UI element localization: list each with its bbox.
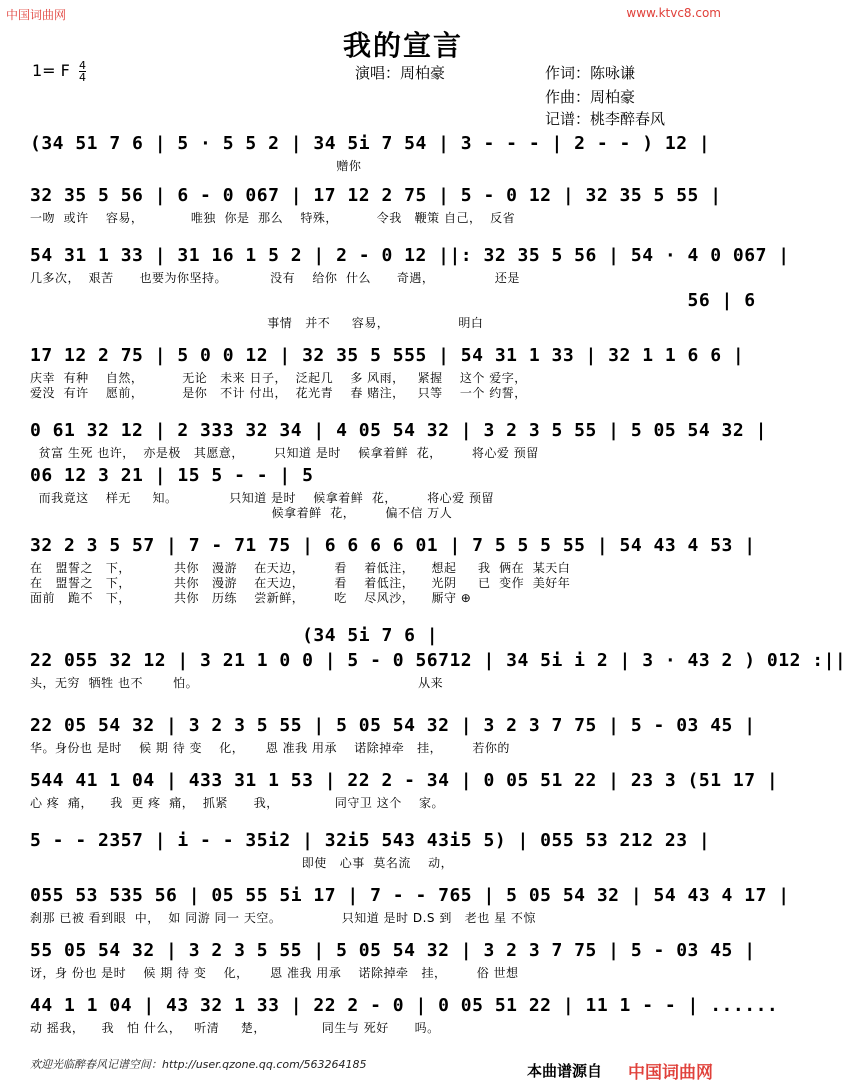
lyric-line: 贫富 生死 也许， 亦是极 其愿意， 只知道 是时 候拿着鲜 花， 将心爱 预留 [30,446,539,460]
lyric-line: 即使 心事 莫名流 动， [30,856,454,870]
lyric-line: 华。身份也 是时 候 期 待 变 化， 恩 准我 用承 诺除掉牵 挂， 若你的 [30,741,510,755]
lyric-line: 候拿着鲜 花， 偏不信 万人 [30,506,453,520]
notation-row: 44 1 1 04 | 43 32 1 33 | 22 2 - 0 | 0 05 51 22 | 11 1 - - | ...... [30,995,779,1016]
time-top: 4 [78,59,86,72]
lyric-line: 而我竟这 样无 知。 只知道 是时 候拿着鲜 花， 将心爱 预留 [30,491,494,505]
site-logo-left[interactable]: 中国词曲网 [6,8,67,22]
footer-source-label: 本曲谱源自 [527,1062,603,1080]
notation-row: 055 53 535 56 | 05 55 5i 17 | 7 - - 765 | 5 05 54 32 | 54 43 4 17 | [30,885,790,906]
notation-row: 544 41 1 04 | 433 31 1 53 | 22 2 - 34 | 0 05 51 22 | 23 3 (51 17 | [30,770,779,791]
lyric-line: 庆幸 有种 自然， 无论 未来 日子， 泛起几 多 风雨， 紧握 这个 爱字， [30,371,527,385]
notation-row: (34 51 7 6 | 5 · 5 5 2 | 34 5i 7 54 | 3 - - - | 2 - - ) 12 | [30,133,711,154]
notation-row: 06 12 3 21 | 15 5 - - | 5 [30,465,314,486]
notation-row: 5 - - 2357 | i - - 35i2 | 32i5 543 43i5 5) | 055 53 212 23 | [30,830,711,851]
notation-row: (34 5i 7 6 | [30,625,439,646]
lyric-line: 动 摇我， 我 怕 什么， 听清 楚， 同生与 死好 吗。 [30,1021,440,1035]
transcriber-credit: 记谱：桃李醉春风 [545,110,666,128]
notation-row: 54 31 1 33 | 31 16 1 5 2 | 2 - 0 12 ||: 32 35 5 56 | 54 · 4 0 067 | [30,245,790,266]
composer-credit: 作曲：周柏豪 [545,88,636,106]
lyric-line: 赠你 [30,159,362,173]
time-signature [79,60,86,83]
lyric-line: 面前 跪不 下， 共你 历练 尝新鲜， 吃 尽风沙， 厮守 ⊕ [30,591,472,605]
lyric-line: 爱没 有许 愿前， 是你 不计 付出， 花光青 春 赌注， 只等 一个 约誓， [30,386,527,400]
notation-row: 56 | 6 [30,290,756,311]
lyric-line: 头，无穷 牺牲 也不 怕。 从来 [30,676,444,690]
notation-row: 22 055 32 12 | 3 21 1 0 0 | 5 - 0 56712 | 34 5i i 2 | 3 · 43 2 ) 012 :|| [30,650,846,671]
footer-site-logo[interactable]: 中国词曲网 [628,1063,713,1083]
notation-row: 32 35 5 56 | 6 - 0 067 | 17 12 2 75 | 5 - 0 12 | 32 35 5 55 | [30,185,722,206]
notation-row: 0 61 32 12 | 2 333 32 34 | 4 05 54 32 | 3 2 3 5 55 | 5 05 54 32 | [30,420,767,441]
lyric-line: 在 盟誓之 下， 共你 漫游 在天边， 看 着低注， 光阴 已 变作 美好年 [30,576,571,590]
lyric-line: 一吻 或许 容易， 唯独 你是 那么 特殊， 令我 鞭策 自己， 反省 [30,211,516,225]
lyric-line: 心 疼 痛， 我 更 疼 痛， 抓紧 我， 同守卫 这个 家。 [30,796,444,810]
notation-row: 55 05 54 32 | 3 2 3 5 55 | 5 05 54 32 | 3 2 3 7 75 | 5 - 03 45 | [30,940,756,961]
lyric-line: 在 盟誓之 下， 共你 漫游 在天边， 看 着低注， 想起 我 俩在 某天白 [30,561,571,575]
key-label: 1= F [32,61,70,80]
lyric-line: 事情 并不 容易， 明白 [30,316,484,330]
lyricist-credit: 作词：陈咏谦 [545,64,636,82]
footer-url-text[interactable]: 欢迎光临醉春风记谱空间：http://user.qzone.qq.com/563264185 [30,1058,367,1071]
notation-row: 32 2 3 5 57 | 7 - 71 75 | 6 6 6 6 01 | 7 5 5 5 55 | 54 43 4 53 | [30,535,756,556]
time-bottom: 4 [78,71,86,84]
singer-credit: 演唱：周柏豪 [355,64,446,82]
notation-row: 17 12 2 75 | 5 0 0 12 | 32 35 5 555 | 54 31 1 33 | 32 1 1 6 6 | [30,345,745,366]
notation-row: 22 05 54 32 | 3 2 3 5 55 | 5 05 54 32 | 3 2 3 7 75 | 5 - 03 45 | [30,715,756,736]
song-title: 我的宣言 [343,29,464,62]
site-url-right[interactable]: www.ktvc8.com [626,6,721,20]
key-signature [32,60,86,83]
lyric-line: 讶，身 份也 是时 候 期 待 变 化， 恩 准我 用承 诺除掉牵 挂， 俗 世想 [30,966,519,980]
lyric-line: 刹那 已被 看到眼 中， 如 同游 同一 天空。 只知道 是时 D.S 到 老也 星 不惊 [30,911,536,925]
lyric-line: 几多次， 艰苦 也要为你坚持。 没有 给你 什么 奇遇， 还是 [30,271,520,285]
